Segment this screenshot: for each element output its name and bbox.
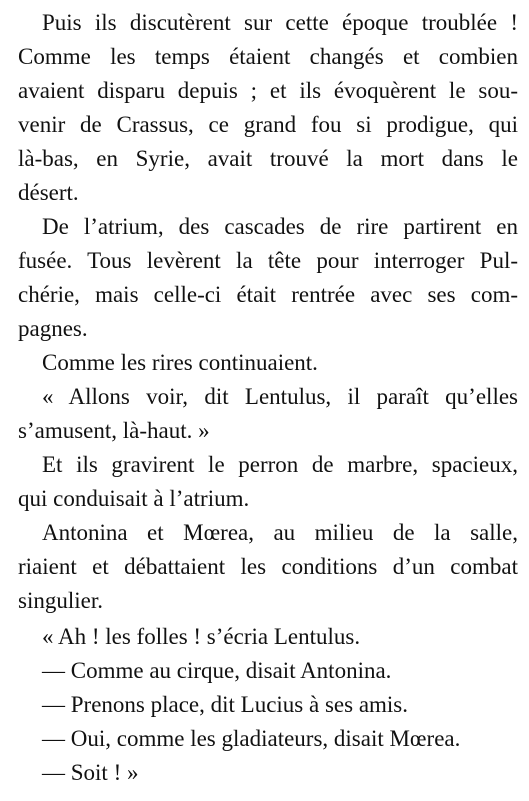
text-line: Antonina et Mœrea, au milieu de la salle, [42,520,518,545]
text-line: — Prenons place, dit Lucius à ses amis. [42,692,409,717]
text-line: chérie, mais celle-ci était rentrée avec ses com- [18,282,518,307]
text-line: Et ils gravirent le perron de marbre, spacieux, [42,452,518,477]
text-line: Puis ils discutèrent sur cette époque troublée ! [42,10,518,35]
text-line: pagnes. [18,316,88,341]
text-line: qui conduisait à l’atrium. [18,486,250,511]
text-line: riaient et débattaient les conditions d’un combat [18,554,518,579]
text-line: De l’atrium, des cascades de rire partirent en [42,214,518,239]
text-line: singulier. [18,588,103,613]
text-line: — Soit ! » [42,760,139,785]
text-line: désert. [18,180,79,205]
text-line: Comme les temps étaient changés et combien [18,44,518,69]
text-line: « Allons voir, dit Lentulus, il paraît qu’elles [42,384,518,409]
text-line: venir de Crassus, ce grand fou si prodigue, qui [18,112,518,137]
text-line: s’amusent, là-haut. » [18,418,210,443]
text-line: fusée. Tous levèrent la tête pour interroger Pul- [18,248,518,273]
text-line: — Comme au cirque, disait Antonina. [42,658,392,683]
text-line: là-bas, en Syrie, avait trouvé la mort dans le [18,146,518,171]
text-line: « Ah ! les folles ! s’écria Lentulus. [42,624,361,649]
text-line: Comme les rires continuaient. [42,350,318,375]
text-line: avaient disparu depuis ; et ils évoquèrent le sou- [18,78,518,103]
text-line: — Oui, comme les gladiateurs, disait Mœrea. [42,726,461,751]
